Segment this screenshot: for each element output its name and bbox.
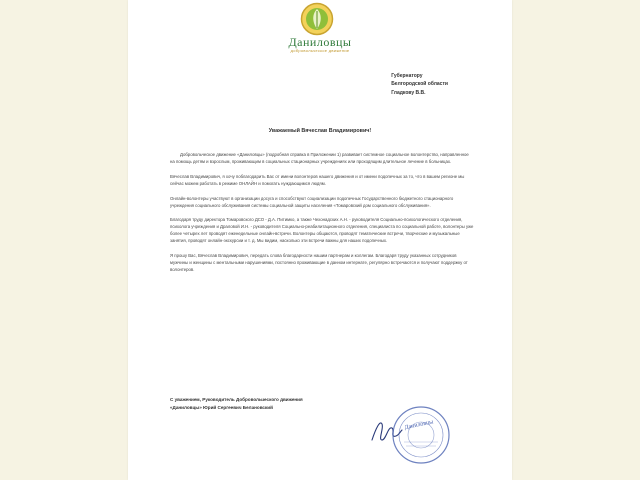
- paragraph: Добровольческое движение «Даниловцы» (подробная справка в Приложении 1) развивает системное социальное волонтерство, направленное на помощь детям и взрослым, проживающим в социальных стационарных учреждениях или проходящим длительное лечение в больницах.: [170, 152, 469, 164]
- recipient-line: Белгородской области: [391, 81, 448, 88]
- recipient-line: Гладкову В.В.: [391, 89, 426, 96]
- letter-body: [170, 152, 474, 282]
- paragraph: Благодаря труду директора Томаровского ДСО - Д.А. Питимко, а также Чехонадских А.Н. - руководителя Социально-психологического отделения, психолога учреждения и Драловой И.Н. - руководителя Социально-реабилитационного отделения, специалиста по социальной работе, волонтеры уже более четырех лет проводят еженедельные онлайн-встречи. Волонтеры общаются, проводят тематические встречи, творческие и музыкальные занятия, проводят онлайн-экскурсии и т. д. Мы видим, насколько эти встречи важны для наших подопечных.: [170, 217, 474, 244]
- logo-subtitle: добровольческое движение: [290, 48, 350, 53]
- recipient-block: [391, 72, 448, 97]
- paragraph: Онлайн-волонтеры участвуют в организации досуга и способствуют социализации подопечных Государственного бюджетного стационарного учреждения социального обслуживания системы социальной защиты населения «Томаровский дом социального обслуживания».: [170, 195, 454, 208]
- closing-block: [170, 396, 400, 411]
- greeting: Уважаемый Вячеслав Владимирович!: [268, 128, 372, 134]
- logo-name: Даниловцы: [288, 35, 352, 49]
- paragraph: Я прошу Вас, Вячеслав Владимирович, передать слова благодарности нашим партнерам и коллегам. Благодаря труду указанных сотрудников мужчины и женщины с ментальными нарушениями, постоянно проживающие в данном интернате, регулярно встречаются и получают поддержку от волонтеров.: [170, 253, 468, 272]
- logo-emblem-icon: [300, 2, 334, 36]
- closing-line: «Даниловцы» Юрий Сергеевич Белановский: [170, 404, 273, 410]
- stamp-text: Даниловцы: [403, 419, 434, 432]
- stamp-seal-icon: [390, 404, 452, 466]
- paragraph: Вячеслав Владимирович, я хочу поблагодарить Вас от имени волонтеров нашего движения и от имени подопечных за то, что в вашем регионе мы сейчас можем работать в режиме ОНЛАЙН и помогать нуждающимся людям.: [170, 173, 465, 186]
- recipient-line: Губернатору: [391, 73, 423, 79]
- letter-page: [128, 0, 512, 480]
- closing-line: С уважением, Руководитель Добровольческого движения: [170, 397, 303, 402]
